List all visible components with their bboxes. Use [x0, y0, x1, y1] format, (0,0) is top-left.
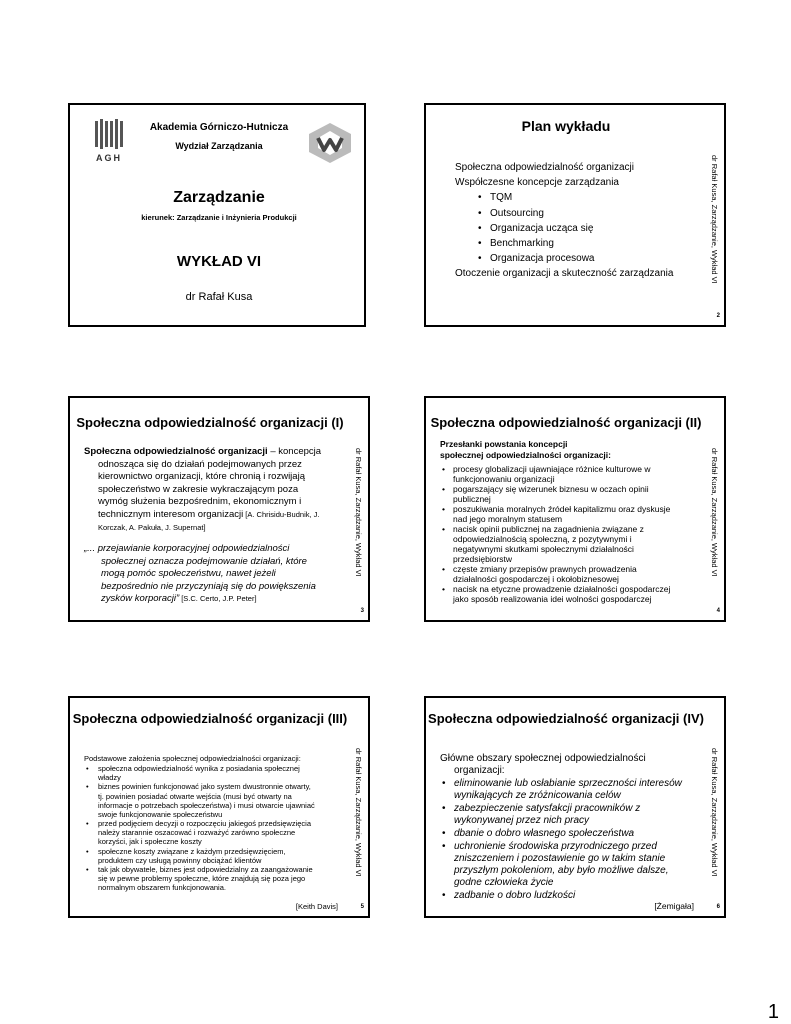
list-item — [84, 764, 315, 782]
list-item — [84, 782, 315, 818]
areas-intro: Główne obszary społecznej odpowiedzialności organizacji: — [440, 753, 646, 776]
list-item-line: • biznes powinien funkcjonować jako system dwustronnie otwarty, — [98, 782, 311, 792]
list-item-line: • społeczne koszty związane z każdym przedsięwzięciem, — [98, 846, 286, 856]
institution-name: Akademia Górniczo-Hutnicza — [149, 122, 289, 133]
page-number: 1 — [767, 1001, 779, 1023]
lecture-title: WYKŁAD VI — [176, 253, 262, 270]
slide-title: Społeczna odpowiedzialność organizacji (IV) — [428, 711, 704, 726]
slide-number: 3 — [360, 608, 364, 614]
list-item-line: • zabezpieczenie satysfakcji pracowników z — [454, 803, 641, 814]
list-item — [440, 890, 682, 902]
list-item-line: funkcjonowaniu organizacji — [453, 473, 555, 484]
slide-footer-author: dr Rafał Kusa, Zarządzanie, Wykład VI — [354, 448, 363, 577]
list-item-line: • pogarszający się wizerunek biznesu w oczach opinii — [453, 484, 649, 495]
list-item — [84, 865, 315, 892]
assumptions-list — [84, 764, 315, 893]
list-item-line: • eliminowanie lub osłabianie sprzeczności interesów — [454, 778, 682, 789]
list-item-line: się w pewne problemy społeczne, które znajdują się poza jego — [98, 874, 306, 884]
program-name: kierunek: Zarządzanie i Inżynieria Produkcji — [141, 213, 297, 222]
list-item — [440, 585, 670, 605]
list-item-line: wykonywanej przez nich pracy — [454, 814, 590, 826]
list-item-line: wynikających ze zróżnicowania celów — [454, 789, 621, 801]
list-item — [440, 525, 670, 564]
definition: Społeczna odpowiedzialność organizacji – koncepcja odnosząca się do działań podejmowanych przez kierownictwo organizacji, które chronią i rozwijają społeczeństwo w zakresie wykraczającym poza wymóg służenia bezpośrednim, ekonomicznym i technicznym interesom organizacji [A. Chrisidu-Budnik, J. Korczak, A. Pakuła, J. Supernat] — [84, 446, 321, 534]
slide-number: 2 — [716, 313, 720, 319]
slide-number: 5 — [360, 904, 364, 910]
list-item-line: • społeczna odpowiedzialność wynika z posiadania społecznej — [98, 764, 300, 773]
list-item-line: informacje o potrzebach społeczeństwa) i musi otwarcie ujawniać — [98, 800, 315, 810]
list-item — [440, 465, 670, 485]
premises-heading: Przesłanki powstania koncepcji społecznej odpowiedzialności organizacji: — [440, 439, 611, 460]
slide-source: [Keith Davis] — [295, 902, 338, 911]
list-item-line: • poszukiwania moralnych źródeł kapitalizmu oraz dyskusje — [453, 504, 671, 515]
slide-title: Społeczna odpowiedzialność organizacji (II) — [430, 415, 702, 430]
list-item-line: zniszczeniem i pozostawienie go w takim stanie — [454, 853, 666, 864]
plan-bullet: • TQM — [480, 190, 673, 205]
plan-bullets — [455, 190, 673, 266]
plan-item: Współczesne koncepcje zarządzania — [455, 177, 619, 189]
list-item-line: negatywnymi skutkami społecznymi działalności — [453, 543, 634, 554]
course-title: Zarządzanie — [173, 189, 265, 206]
slide-title: Społeczna odpowiedzialność organizacji (I) — [76, 415, 344, 430]
slide-footer-author: dr Rafał Kusa, Zarządzanie, Wykład VI — [710, 748, 719, 877]
list-item-line: godne człowieka życie — [454, 876, 554, 888]
list-item-line: produktem czy usługą powinny obciążać klientów — [98, 855, 262, 865]
plan-bullet: • Organizacja procesowa — [480, 251, 673, 266]
list-item-line: • procesy globalizacji ujawniające różnice kulturowe w — [453, 464, 651, 474]
assumptions-intro: Podstawowe założenia społecznej odpowiedzialności organizacji: — [84, 754, 301, 763]
svg-text:AGH: AGH — [96, 153, 122, 163]
list-item-line: • przed podjęciem decyzji o rozpoczęciu jakiegoś przedsięwzięcia — [98, 819, 312, 829]
slide-2 — [424, 103, 726, 327]
faculty-emblem-icon — [308, 122, 352, 164]
list-item-line: • uchronienie środowiska przyrodniczego przed — [454, 841, 657, 853]
list-item-line: nad jego moralnym statusem — [453, 513, 563, 524]
plan-bullet: • Organizacja ucząca się — [480, 221, 673, 236]
list-item — [440, 778, 682, 802]
list-item-line: publicznej — [453, 493, 491, 504]
plan-content — [455, 160, 673, 282]
list-item-line: swoje funkcjonowanie społeczeństwu — [98, 809, 223, 819]
slide-title: Społeczna odpowiedzialność organizacji (III) — [72, 711, 348, 726]
list-item-line: władzy — [98, 773, 121, 783]
slide-source: [Żemigała] — [654, 901, 694, 911]
slide-4 — [424, 396, 726, 622]
list-item-line: korzyści, jak i społeczne koszty — [98, 837, 202, 847]
quote: „... przejawianie korporacyjnej odpowiedzialności społecznej oznacza podejmowanie działań, które mogą pomóc społeczeństwu, nawet jeżeli bezpośrednio nie przyczyniają się do powiększenia zysków korporacji” [S.C. Certo, J.P. Peter] — [84, 543, 316, 605]
faculty-name: Wydział Zarządzania — [175, 141, 263, 151]
list-item — [440, 841, 682, 889]
slide-footer-author: dr Rafał Kusa, Zarządzanie, Wykład VI — [710, 448, 719, 577]
list-item-line: • nacisk opinii publicznej na zagadnienia związane z — [453, 524, 644, 535]
list-item-line: przyszłym pokoleniom, aby było możliwe dalsze, — [454, 864, 669, 876]
list-item-line: • zadbanie o dobro ludzkości — [454, 889, 576, 901]
list-item-line: tj. powinien posiadać otwarte wejścia (musi być otwarty na — [98, 791, 292, 801]
list-item — [440, 565, 670, 585]
list-item — [84, 819, 315, 846]
premises-list — [440, 465, 670, 605]
list-item-line: jako sposób realizowania idei wolności gospodarczej — [453, 593, 652, 604]
slide-number: 6 — [716, 904, 720, 910]
plan-bullet: • Benchmarking — [480, 236, 673, 251]
list-item-line: • dbanie o dobro własnego społeczeństwa — [454, 828, 635, 839]
plan-item: Społeczna odpowiedzialność organizacji — [455, 162, 634, 173]
slide-1 — [68, 103, 366, 327]
list-item — [440, 828, 682, 840]
slide-title: Plan wykładu — [521, 118, 611, 134]
list-item-line: należy starannie oszacować i rozważyć zarówno społeczne — [98, 828, 296, 838]
slide-footer-author: dr Rafał Kusa, Zarządzanie, Wykład VI — [354, 748, 363, 877]
slide-3 — [68, 396, 370, 622]
list-item-line: odpowiedzialnością społeczną, z pozytywnymi i — [453, 534, 632, 545]
list-item-line: działalności gospodarczej i okołobiznesowej — [453, 573, 619, 584]
slide-6 — [424, 696, 726, 918]
definition-source: Korczak, A. Pakuła, J. Supernat] — [98, 522, 206, 532]
slide-5 — [68, 696, 370, 918]
list-item — [440, 485, 670, 505]
definition-source: [A. Chrisidu-Budnik, J. — [243, 509, 320, 519]
list-item — [440, 505, 670, 525]
quote-source: [S.C. Certo, J.P. Peter] — [179, 594, 257, 604]
list-item-line: • nacisk na etyczne prowadzenie działalności gospodarczej — [453, 584, 671, 595]
plan-item: Otoczenie organizacji a skuteczność zarządzania — [455, 268, 674, 280]
areas-list — [440, 778, 682, 903]
definition-term: Społeczna odpowiedzialność organizacji — [84, 446, 268, 457]
author-name: dr Rafał Kusa — [185, 291, 253, 303]
list-item — [440, 803, 682, 827]
list-item-line: • częste zmiany przepisów prawnych prowadzenia — [453, 563, 637, 574]
list-item-line: • tak jak obywatele, biznes jest odpowiedzialny za zaangażowanie — [98, 865, 313, 875]
slide-number: 4 — [716, 608, 720, 614]
list-item-line: przedsiębiorstw — [453, 553, 513, 564]
list-item-line: normalnym obszarem funkcjonowania. — [98, 883, 226, 893]
list-item — [84, 847, 315, 865]
slide-footer-author: dr Rafał Kusa, Zarządzanie, Wykład VI — [710, 155, 719, 284]
plan-bullet: • Outsourcing — [480, 206, 673, 221]
